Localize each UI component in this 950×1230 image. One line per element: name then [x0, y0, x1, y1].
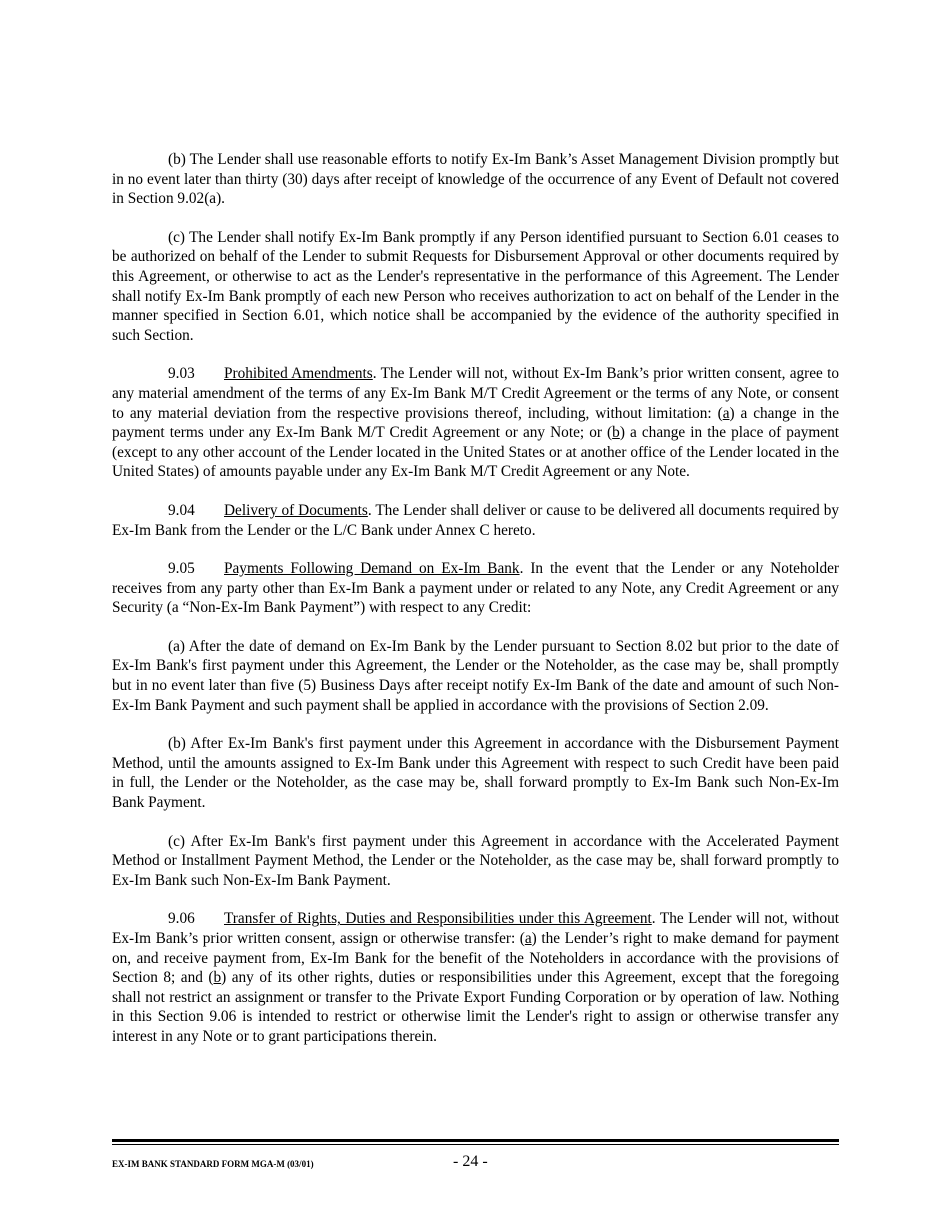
footer-rule-secondary — [112, 1144, 839, 1145]
page-number: - 24 - — [453, 1153, 488, 1170]
paragraph-9-02-c: (c) The Lender shall notify Ex-Im Bank promptly if any Person identified pursuant to Section 6.01 ceases to be authorized on behalf of the Lender to submit Requests for Disbursement Approval or other documents required by this Agreement, or otherwise to act as the Lender's representative in the performance of this Agreement. The Lender shall notify Ex-Im Bank promptly of each new Person who receives authorization to act on behalf of the Lender in the manner specified in Section 6.01, which notice shall be accompanied by the evidence of the authority specified in such Section. — [112, 228, 839, 344]
section-heading: Delivery of Documents — [224, 501, 368, 519]
section-number: 9.06 — [168, 910, 195, 928]
section-heading: Payments Following Demand on Ex-Im Bank — [224, 560, 520, 578]
clause-marker: b — [213, 969, 222, 987]
clause-marker: a — [524, 930, 532, 947]
section-text: ) a change in the place of payment (except to any other account of the Lender located in the United States or at another office of the Lender located in the United States) of amounts payable under any Ex-Im Bank M/T Credit Agreement or any Note. — [112, 424, 839, 481]
paragraph-9-05-a: (a) After the date of demand on Ex-Im Bank by the Lender pursuant to Section 8.02 but prior to the date of Ex-Im Bank's first payment under this Agreement, the Lender or the Noteholder, as the case may be, shall promptly but in no event later than five (5) Business Days after receipt notify Ex-Im Bank of the date and amount of such Non-Ex-Im Bank Payment and such payment shall be applied in accordance with the provisions of Section 2.09. — [112, 637, 839, 714]
clause-marker: b — [612, 424, 620, 442]
section-9-06 — [112, 909, 839, 1046]
section-number: 9.03 — [168, 365, 195, 383]
paragraph-9-05-b: (b) After Ex-Im Bank's first payment under this Agreement in accordance with the Disbursement Payment Method, until the amounts assigned to Ex-Im Bank under this Agreement with respect to such Credit have been paid in full, the Lender or the Noteholder, as the case may be, shall forward promptly to Ex-Im Bank such Non-Ex-Im Bank Payment. — [112, 735, 839, 812]
section-heading: Transfer of Rights, Duties and Responsibilities under this Agreement — [224, 910, 652, 928]
section-text: ) the Lender’s right to make demand for payment on, and receive payment from, Ex-Im Bank for the benefit of the Noteholders in accordance with the provisions of Section 8; and ( — [112, 930, 839, 987]
section-9-04 — [112, 501, 839, 540]
footer-form-label: EX-IM BANK STANDARD FORM MGA-M (03/01) — [112, 1159, 314, 1169]
section-9-05 — [112, 559, 839, 618]
clause-marker: a — [722, 404, 730, 422]
section-text: . The Lender will not, without Ex-Im Bank’s prior written consent, agree to any material amendment of the terms of any Ex-Im Bank M/T Credit Agreement or the terms of any Note, or consent to any material deviation from the respective provisions thereof, including, without limitation: ( — [112, 365, 840, 422]
footer-rule — [112, 1139, 839, 1142]
paragraph-9-02-b: (b) The Lender shall use reasonable efforts to notify Ex-Im Bank’s Asset Management Division promptly but in no event later than thirty (30) days after receipt of knowledge of the occurrence of any Event of Default not covered in Section 9.02(a). — [112, 151, 839, 208]
section-text: . The Lender will not, without Ex-Im Bank’s prior written consent, assign or otherwise transfer: ( — [112, 910, 839, 947]
section-heading: Prohibited Amendments — [224, 365, 373, 383]
section-text: ) a change in the payment terms under any Ex-Im Bank M/T Credit Agreement or any Note; or ( — [112, 404, 839, 442]
section-text: ) any of its other rights, duties or responsibilities under this Agreement, except that the foregoing shall not restrict an assignment or transfer to the Private Export Funding Corporation or by operation of law. Nothing in this Section 9.06 is intended to restrict or otherwise limit the Lender's right to assign or otherwise transfer any interest in any Note or to grant participations therein. — [112, 969, 839, 1045]
section-text: . In the event that the Lender or any Noteholder receives from any party other than Ex-Im Bank a payment under or related to any Note, any Credit Agreement or any Security (a “Non-Ex-Im Bank Payment”) with respect to any Credit: — [112, 560, 839, 617]
section-text: . The Lender shall deliver or cause to be delivered all documents required by Ex-Im Bank from the Lender or the L/C Bank under Annex C hereto. — [112, 501, 839, 539]
section-number: 9.04 — [168, 501, 195, 519]
document-body — [112, 150, 839, 1066]
section-number: 9.05 — [168, 560, 195, 578]
section-9-03 — [112, 364, 839, 482]
paragraph-9-05-c: (c) After Ex-Im Bank's first payment under this Agreement in accordance with the Accelerated Payment Method or Installment Payment Method, the Lender or the Noteholder, as the case may be, shall forward promptly to Ex-Im Bank such Non-Ex-Im Bank Payment. — [112, 832, 839, 889]
